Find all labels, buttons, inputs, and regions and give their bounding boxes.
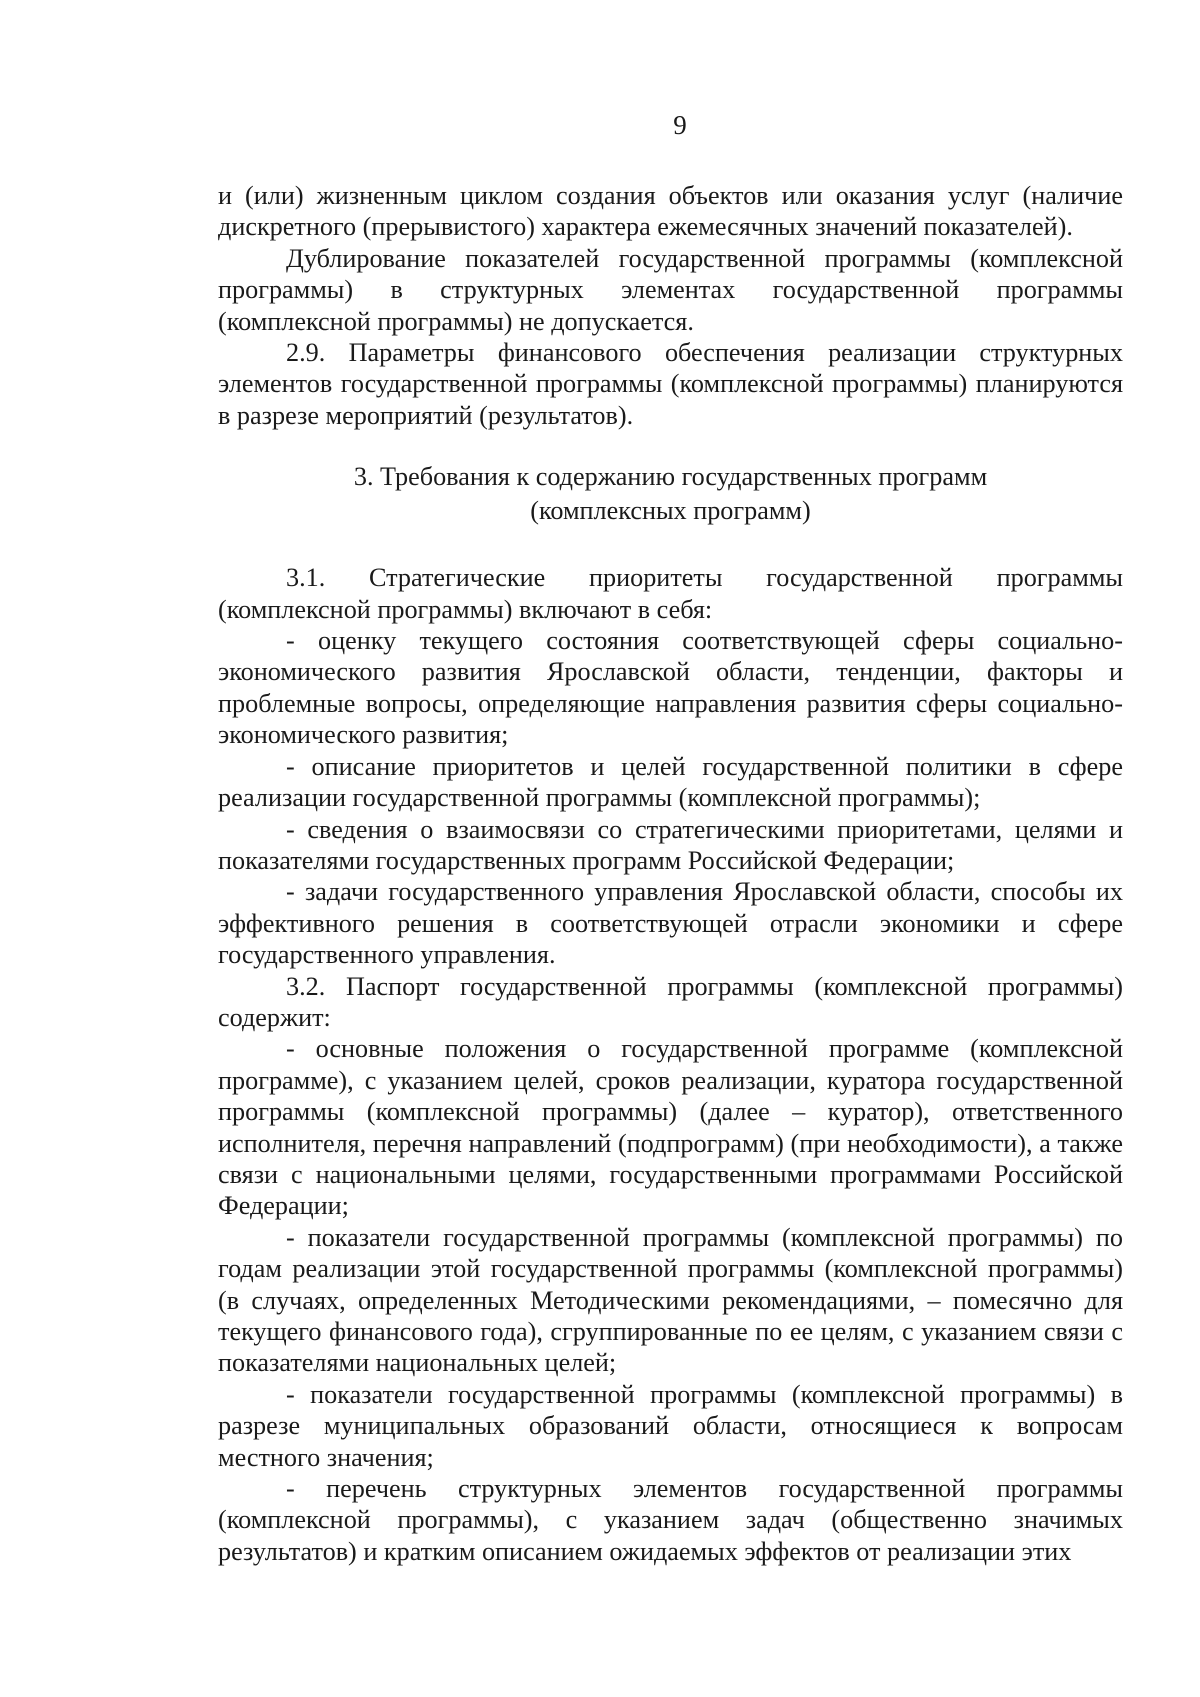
paragraph: - задачи государственного управления Ярославской области, способы их эффективного решения в соответствующей отрасли экономики и сфере государственного управления. [218, 877, 1123, 970]
paragraph: Дублирование показателей государственной программы (комплексной программы) в структурных элементах государственной программы (комплексной программы) не допускается. [218, 243, 1123, 336]
section-heading-line-2: (комплексных программ) [530, 496, 811, 526]
paragraph: - основные положения о государственной программе (комплексной программе), с указанием целей, сроков реализации, куратора государственной программы (комплексной программы) (далее – куратор), ответственного исполнителя, перечня направлений (подпрограмм) (при необходимости), а также связи с национальными целями, государственными программами Российской Федерации; [218, 1034, 1123, 1221]
section-heading-line-1: 3. Требования к содержанию государственных программ [353, 462, 988, 492]
paragraph: - перечень структурных элементов государственной программы (комплексной программы), с указанием задач (общественно значимых результатов) и кратким описанием ожидаемых эффектов от реализации этих [218, 1474, 1123, 1566]
page-number: 9 [673, 110, 687, 140]
paragraphs-before-heading [218, 180, 1123, 431]
paragraph: 2.9. Параметры финансового обеспечения реализации структурных элементов государственной программы (комплексной программы) планируются в разрезе мероприятий (результатов). [218, 338, 1123, 430]
section-heading [218, 460, 1123, 528]
paragraph: 3.1. Стратегические приоритеты государственной программы (комплексной программы) включают в себя: [218, 563, 1123, 624]
paragraph: - оценку текущего состояния соответствующей сферы социально-экономического развития Ярославской области, тенденции, факторы и проблемные вопросы, определяющие направления развития сферы социально-экономического развития; [218, 626, 1123, 750]
paragraph: - описание приоритетов и целей государственной политики в сфере реализации государственной программы (комплексной программы); [218, 751, 1123, 813]
paragraph: - показатели государственной программы (комплексной программы) по годам реализации этой государственной программы (комплексной программы) (в случаях, определенных Методическими рекомендациями, – помесячно для текущего финансового года), сгруппированные по ее целям, с указанием связи с показателями национальных целей; [218, 1222, 1123, 1378]
paragraphs-after-heading [218, 562, 1123, 1567]
paragraph: 3.2. Паспорт государственной программы (комплексной программы) содержит: [218, 971, 1123, 1032]
paragraph: - показатели государственной программы (комплексной программы) в разрезе муниципальных образований области, относящиеся к вопросам местного значения; [218, 1379, 1123, 1472]
paragraph: и (или) жизненным циклом создания объектов или оказания услуг (наличие дискретного (прерывистого) характера ежемесячных значений показателей). [218, 181, 1123, 242]
document-body [218, 180, 1123, 1567]
paragraph: - сведения о взаимосвязи со стратегическими приоритетами, целями и показателями государственных программ Российской Федерации; [218, 814, 1123, 875]
